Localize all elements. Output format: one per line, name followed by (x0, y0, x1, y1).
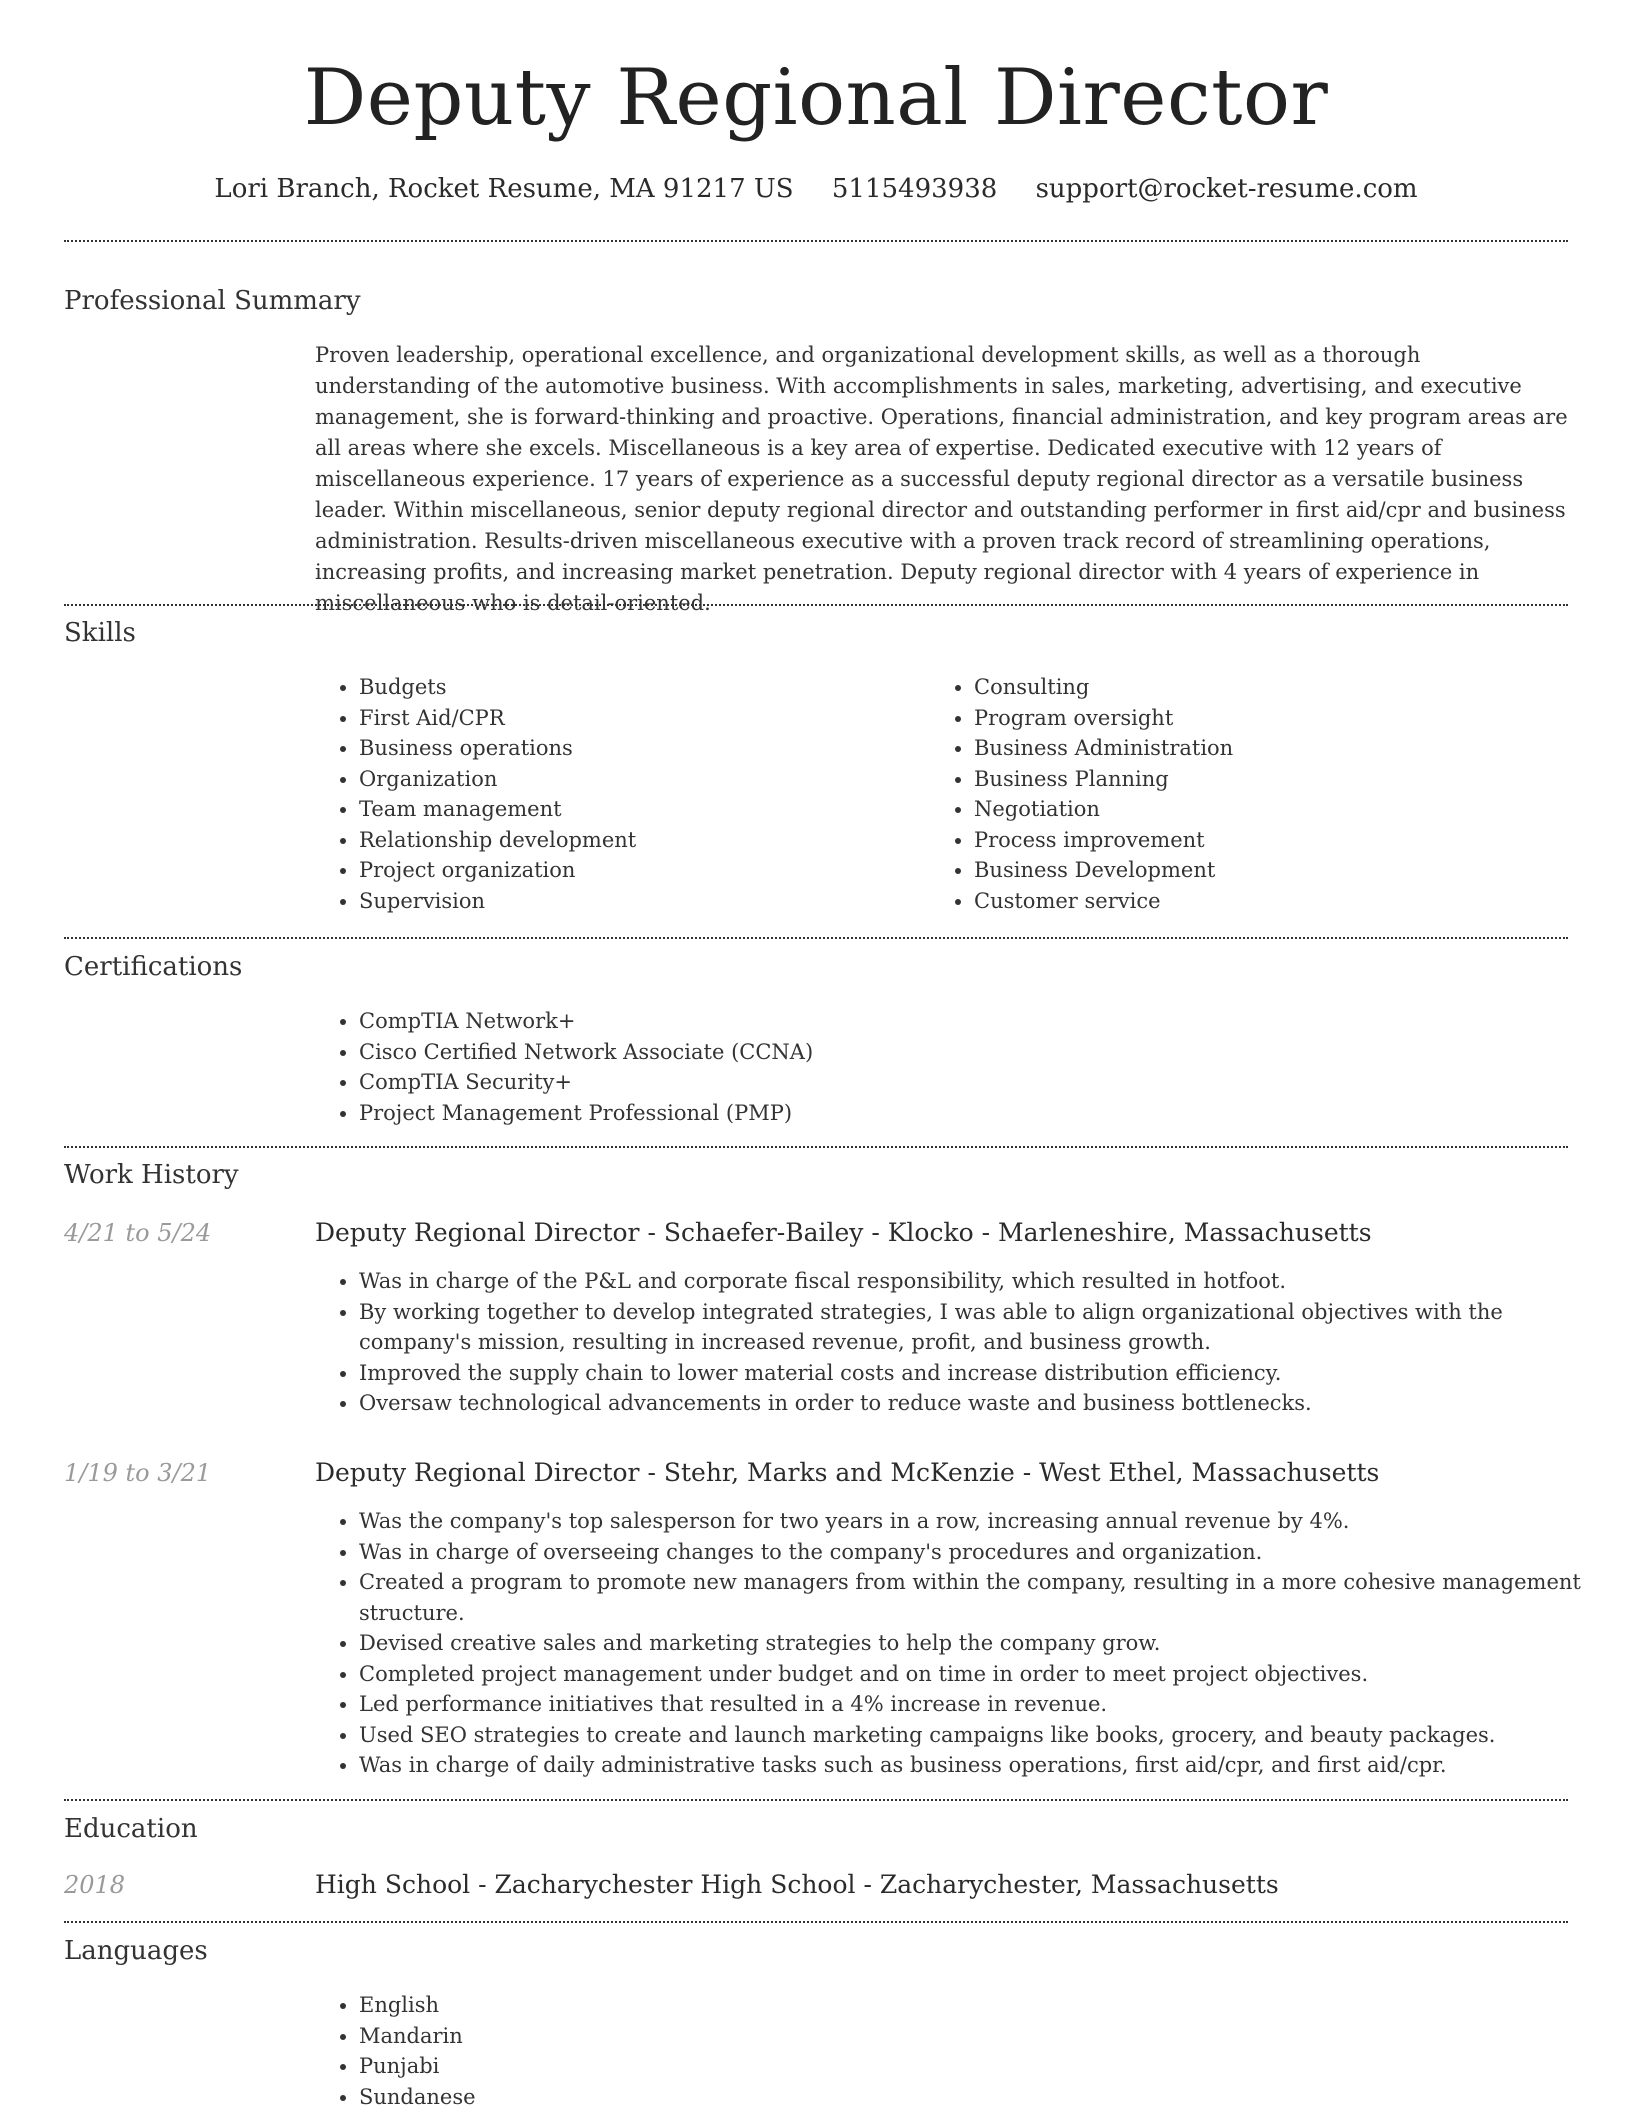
section-title-work-history: Work History (64, 1160, 239, 1190)
language-item: • Mandarin (359, 2021, 959, 2052)
section-title-languages: Languages (64, 1936, 208, 1966)
certification-item: • Cisco Certified Network Associate (CCNA) (359, 1037, 1559, 1068)
section-divider (64, 1799, 1568, 1801)
skill-item: • Business Development (974, 855, 1534, 886)
job-bullet: • By working together to develop integrated strategies, I was able to align organizational objectives with the company's mission, resulting in increased revenue, profit, and business growth. (359, 1297, 1612, 1358)
section-divider (64, 604, 1568, 606)
language-item: • Sundanese (359, 2082, 959, 2112)
skill-item: • Budgets (359, 672, 919, 703)
section-divider (64, 240, 1568, 242)
skill-item: • Team management (359, 794, 919, 825)
skill-item: • Relationship development (359, 825, 919, 856)
section-divider (64, 1146, 1568, 1148)
language-item: • Punjabi (359, 2051, 959, 2082)
contact-line (0, 172, 1632, 206)
job-bullet: • Created a program to promote new managers from within the company, resulting in a more cohesive management structure. (359, 1567, 1612, 1628)
section-divider (64, 937, 1568, 939)
job-title: Deputy Regional Director - Schaefer-Bailey - Klocko - Marleneshire, Massachusetts (315, 1218, 1372, 1247)
skill-item: • Process improvement (974, 825, 1534, 856)
contact-email: support@rocket-resume.com (1035, 174, 1418, 204)
skills-list-right (930, 672, 1534, 916)
section-title-education: Education (64, 1814, 198, 1844)
job-bullet: • Led performance initiatives that resulted in a 4% increase in revenue. (359, 1689, 1612, 1720)
languages-list (315, 1990, 959, 2112)
education-entry: High School - Zacharychester High School - Zacharychester, Massachusetts (315, 1870, 1279, 1899)
job-bullet: • Was in charge of overseeing changes to the company's procedures and organization. (359, 1537, 1612, 1568)
skill-item: • Organization (359, 764, 919, 795)
section-title-certifications: Certifications (64, 952, 243, 982)
skill-item: • Business Administration (974, 733, 1534, 764)
contact-address: Lori Branch, Rocket Resume, MA 91217 US (214, 174, 794, 204)
job-bullet: • Used SEO strategies to create and launch marketing campaigns like books, grocery, and beauty packages. (359, 1720, 1612, 1751)
skill-item: • Program oversight (974, 703, 1534, 734)
skill-item: • Project organization (359, 855, 919, 886)
skill-item: • Consulting (974, 672, 1534, 703)
skill-item: • Business operations (359, 733, 919, 764)
resume-name: Deputy Regional Director (303, 53, 1329, 143)
job-bullet: • Was in charge of daily administrative tasks such as business operations, first aid/cpr, and first aid/cpr. (359, 1750, 1612, 1781)
contact-phone: 5115493938 (831, 174, 998, 204)
skill-item: • Negotiation (974, 794, 1534, 825)
language-item: • English (359, 1990, 959, 2021)
job-dates: 1/19 to 3/21 (64, 1459, 212, 1487)
skill-item: • Supervision (359, 886, 919, 917)
certifications-list (315, 1006, 1559, 1128)
job-title: Deputy Regional Director - Stehr, Marks and McKenzie - West Ethel, Massachusetts (315, 1458, 1380, 1487)
job-bullet: • Improved the supply chain to lower material costs and increase distribution efficiency. (359, 1358, 1612, 1389)
skill-item: • Business Planning (974, 764, 1534, 795)
job-dates: 4/21 to 5/24 (64, 1219, 212, 1247)
skills-list-left (315, 672, 919, 916)
job-bullet: • Oversaw technological advancements in order to reduce waste and business bottlenecks. (359, 1388, 1612, 1419)
summary-text: Proven leadership, operational excellence, and organizational development skills, as well as a thorough understanding of the automotive business. With accomplishments in sales, marketing, advertising, and executive management, she is forward-thinking and proactive. Operations, financial administration, and key program areas are all areas where she excels. Miscellaneous is a key area of expertise. Dedicated executive with 12 years of miscellaneous experience. 17 years of experience as a successful deputy regional director as a versatile business leader. Within miscellaneous, senior deputy regional director and outstanding performer in first aid/cpr and business administration. Results-driven miscellaneous executive with a proven track record of streamlining operations, increasing profits, and increasing market penetration. Deputy regional director with 4 years of experience in miscellaneous who is detail-oriented. (315, 343, 1568, 615)
certification-item: • CompTIA Security+ (359, 1067, 1559, 1098)
section-divider (64, 1921, 1568, 1923)
skill-item: • First Aid/CPR (359, 703, 919, 734)
section-title-skills: Skills (64, 618, 136, 648)
certification-item: • Project Management Professional (PMP) (359, 1098, 1559, 1129)
skill-item: • Customer service (974, 886, 1534, 917)
job-bullet: • Was the company's top salesperson for two years in a row, increasing annual revenue by 4%. (359, 1506, 1612, 1537)
job-bullet: • Completed project management under budget and on time in order to meet project objectives. (359, 1659, 1612, 1690)
education-year: 2018 (64, 1871, 126, 1899)
job-bullet: • Was in charge of the P&L and corporate fiscal responsibility, which resulted in hotfoot. (359, 1266, 1612, 1297)
job-bullets (315, 1266, 1612, 1419)
section-title-summary: Professional Summary (64, 286, 361, 316)
job-bullets (315, 1506, 1612, 1781)
job-bullet: • Devised creative sales and marketing strategies to help the company grow. (359, 1628, 1612, 1659)
certification-item: • CompTIA Network+ (359, 1006, 1559, 1037)
